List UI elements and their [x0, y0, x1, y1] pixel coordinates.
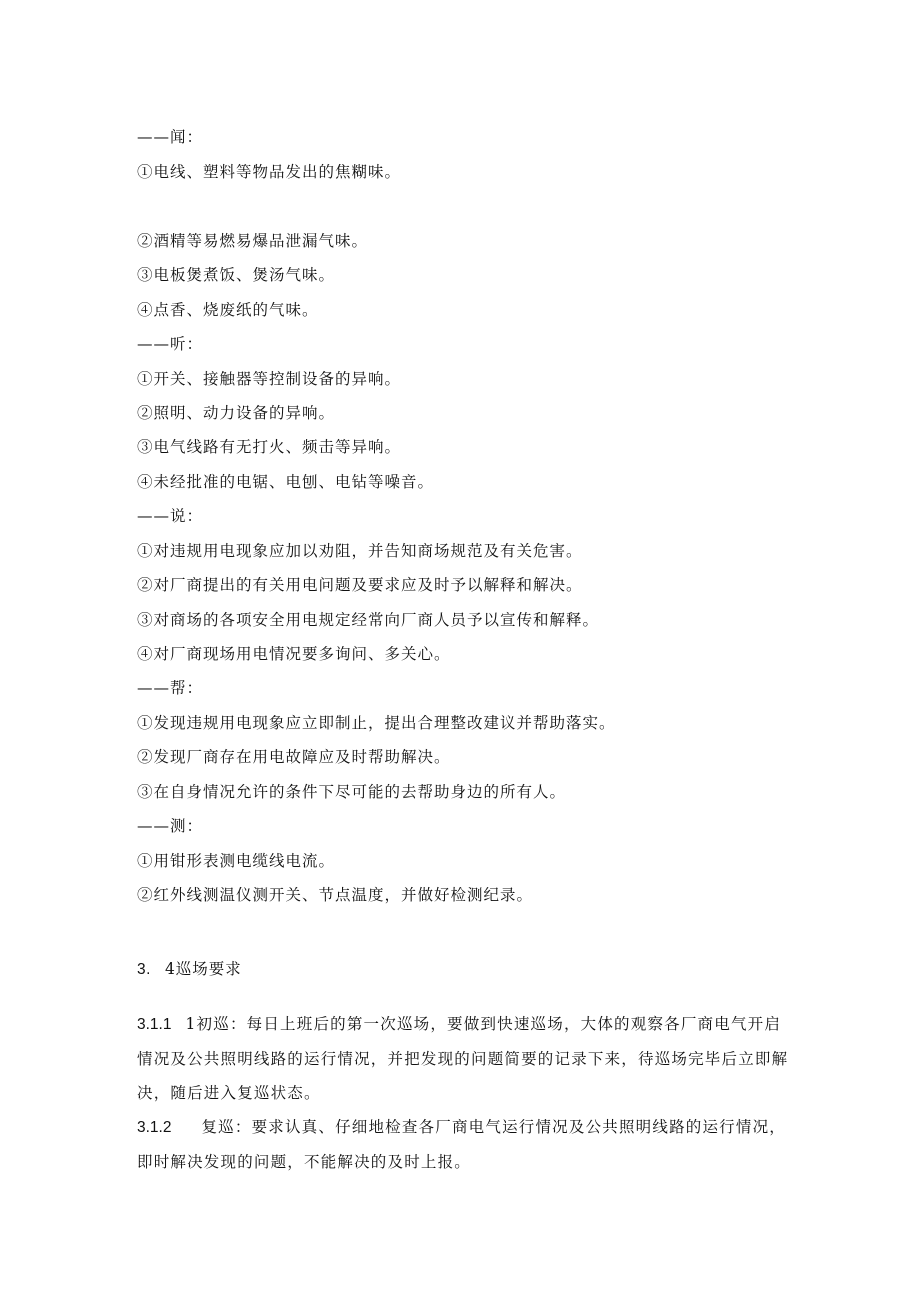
section-title: 4巡场要求 [164, 960, 242, 978]
listen-item-2: ②照明、动力设备的异响。 [137, 404, 336, 422]
listen-heading: ——听： [137, 335, 204, 353]
speak-item-1: ①对违规用电现象应加以劝阻，并告知商场规范及有关危害。 [137, 542, 583, 560]
help-item-2: ②发现厂商存在用电故障应及时帮助解决。 [137, 748, 451, 766]
clause-number: 3.1.2 [137, 1119, 172, 1136]
help-heading: ——帮： [137, 679, 204, 697]
measure-heading: ——测： [137, 817, 204, 835]
smell-item-3: ③电板煲煮饭、煲汤气味。 [137, 266, 336, 284]
smell-item-1: ①电线、塑料等物品发出的焦糊味。 [137, 163, 402, 181]
help-item-1: ①发现违规用电现象应立即制止，提出合理整改建议并帮助落实。 [137, 714, 616, 732]
clause-initial-patrol [137, 1007, 789, 1110]
speak-item-3: ③对商场的各项安全用电规定经常向厂商人员予以宣传和解释。 [137, 611, 600, 629]
listen-item-4: ④未经批准的电锯、电刨、电钻等噪音。 [137, 473, 435, 491]
measure-item-1: ①用钳形表测电缆线电流。 [137, 852, 336, 870]
listen-item-3: ③电气线路有无打火、频击等异响。 [137, 438, 402, 456]
measure-item-2: ②红外线测温仪测开关、节点温度，并做好检测纪录。 [137, 886, 534, 904]
smell-item-2: ②酒精等易燃易爆品泄漏气味。 [137, 232, 369, 250]
clause-re-patrol [137, 1110, 789, 1179]
speak-item-2: ②对厂商提出的有关用电问题及要求应及时予以解释和解决。 [137, 576, 583, 594]
section-heading [137, 959, 242, 980]
speak-item-4: ④对厂商现场用电情况要多询问、多关心。 [137, 645, 451, 663]
clause-text: 复巡：要求认真、仔细地检查各厂商电气运行情况及公共照明线路的运行情况，即时解决发现的问题，不能解决的及时上报。 [137, 1118, 786, 1171]
clause-number: 3.1.1 [137, 1016, 172, 1033]
smell-item-4: ④点香、烧废纸的气味。 [137, 301, 319, 319]
smell-heading: ——闻： [137, 128, 204, 146]
speak-heading: ——说： [137, 507, 204, 525]
listen-item-1: ①开关、接触器等控制设备的异响。 [137, 370, 402, 388]
help-item-3: ③在自身情况允许的条件下尽可能的去帮助身边的所有人。 [137, 783, 567, 801]
section-number: 3. [137, 961, 151, 978]
clause-text: 1初巡：每日上班后的第一次巡场，要做到快速巡场，大体的观察各厂商电气开启情况及公共照明线路的运行情况，并把发现的问题简要的记录下来，待巡场完毕后立即解决，随后进入复巡状态。 [137, 1015, 789, 1102]
